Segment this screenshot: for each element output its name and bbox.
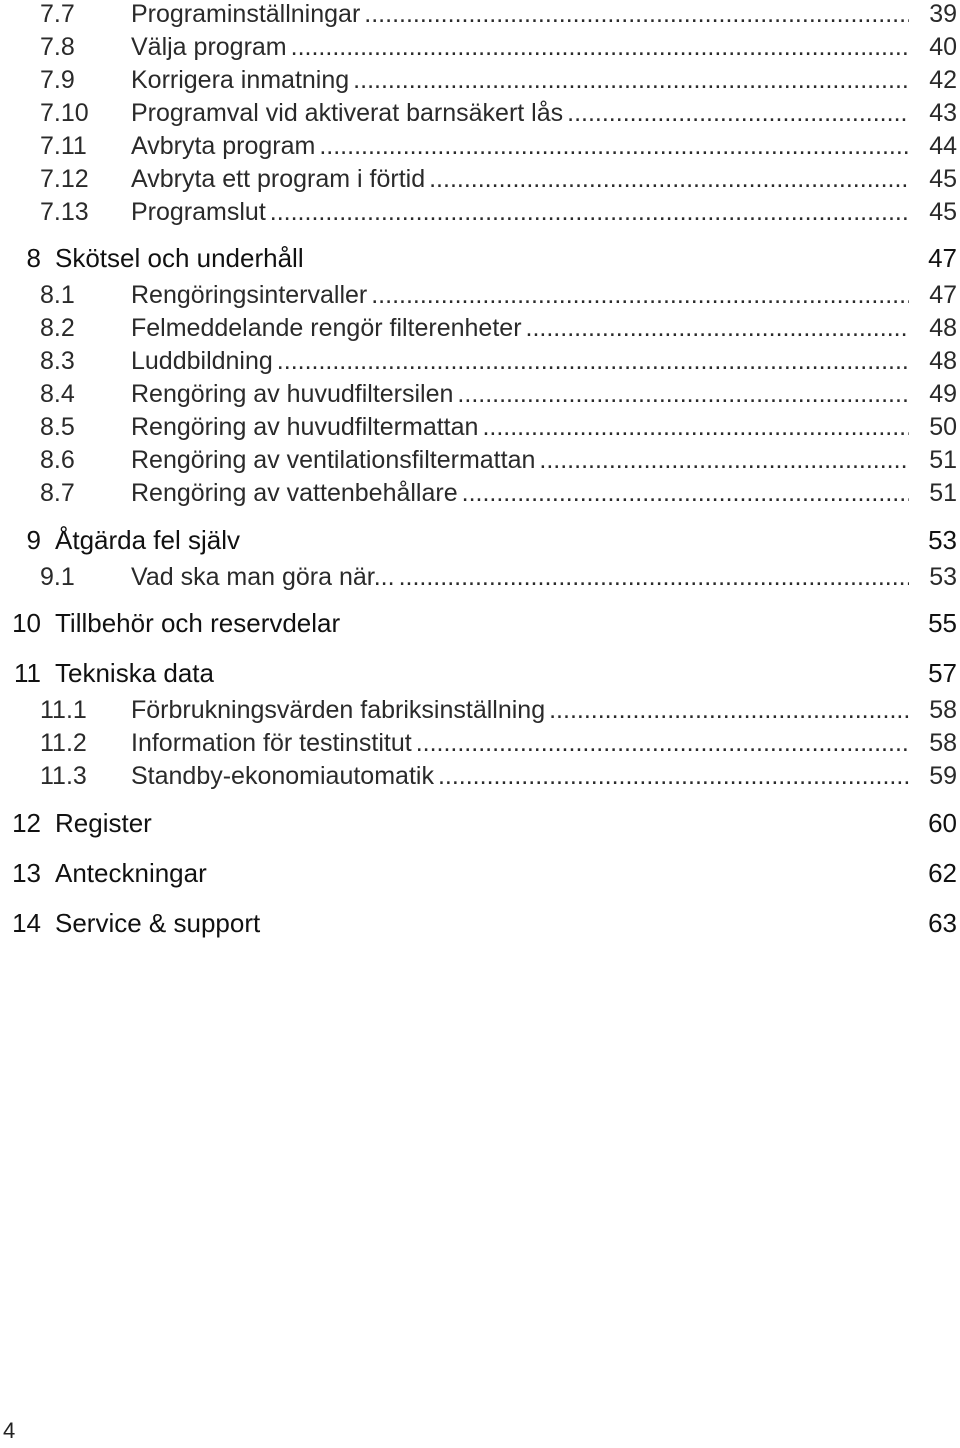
toc-entry-page: 40: [929, 33, 957, 61]
dot-leader: [482, 413, 909, 442]
toc-entry-page: 58: [929, 696, 957, 724]
toc-entry-number: 8.7: [40, 479, 75, 507]
toc-entry-title: Felmeddelande rengör filterenheter: [131, 314, 522, 342]
toc-entry[interactable]: [0, 729, 960, 758]
toc-chapter-number: 14: [12, 908, 41, 938]
toc-entry-title: Välja program: [131, 33, 287, 61]
toc-entry-number: 11.2: [40, 729, 87, 757]
toc-entry-page: 45: [929, 165, 957, 193]
toc-entry-page: 43: [929, 99, 957, 127]
toc-entry[interactable]: [0, 165, 960, 194]
toc-chapter-number: 12: [12, 808, 41, 838]
toc-entry[interactable]: [0, 479, 960, 508]
toc-chapter-page: 47: [928, 243, 957, 273]
toc-entry-title: Korrigera inmatning: [131, 66, 350, 94]
toc-chapter[interactable]: [0, 525, 960, 556]
toc-chapter[interactable]: [0, 608, 960, 639]
toc-entry-page: 51: [929, 479, 957, 507]
dot-leader: [270, 198, 909, 227]
toc-entry[interactable]: [0, 380, 960, 409]
toc-entry-page: 48: [929, 347, 957, 375]
toc-chapter-title: Tillbehör och reservdelar: [55, 608, 341, 638]
toc-entry[interactable]: [0, 281, 960, 310]
dot-leader: [291, 33, 909, 62]
toc-chapter[interactable]: [0, 658, 960, 689]
toc-chapter-title: Anteckningar: [55, 858, 207, 888]
toc-entry-title: Avbryta program: [131, 132, 316, 160]
toc-entry-page: 47: [929, 281, 957, 309]
toc-entry-page: 58: [929, 729, 957, 757]
toc-entry-page: 49: [929, 380, 957, 408]
toc-entry-title: Avbryta ett program i förtid: [131, 165, 426, 193]
toc-chapter-number: 13: [12, 858, 41, 888]
toc-entry-number: 9.1: [40, 563, 75, 591]
toc-entry-title: Information för testinstitut: [131, 729, 412, 757]
toc-entry-title: Rengöringsintervaller: [131, 281, 368, 309]
toc-chapter-title: Tekniska data: [55, 658, 214, 688]
toc-chapter-page: 53: [928, 525, 957, 555]
dot-leader: [353, 66, 909, 95]
toc-entry-number: 8.5: [40, 413, 75, 441]
toc-entry[interactable]: [0, 99, 960, 128]
toc-entry-title: Rengöring av huvudfiltermattan: [131, 413, 479, 441]
toc-entry-number: 11.1: [40, 696, 87, 724]
dot-leader: [429, 165, 909, 194]
toc-entry-number: 7.8: [40, 33, 75, 61]
toc-entry-title: Programinställningar: [131, 0, 361, 28]
toc-entry[interactable]: [0, 762, 960, 791]
toc-chapter[interactable]: [0, 808, 960, 839]
toc-entry[interactable]: [0, 314, 960, 343]
dot-leader: [526, 314, 909, 343]
toc-entry-number: 7.10: [40, 99, 89, 127]
toc-chapter-number: 10: [12, 608, 41, 638]
toc-entry-number: 8.3: [40, 347, 75, 375]
toc-entry[interactable]: [0, 0, 960, 29]
toc-chapter-number: 11: [14, 658, 41, 688]
toc-chapter-number: 9: [26, 525, 41, 555]
page-number: 4: [3, 1418, 16, 1443]
dot-leader: [319, 132, 909, 161]
toc-chapter-title: Åtgärda fel själv: [55, 525, 240, 555]
toc-entry[interactable]: [0, 66, 960, 95]
dot-leader: [462, 479, 909, 508]
toc-entry-page: 50: [929, 413, 957, 441]
toc-chapter[interactable]: [0, 858, 960, 889]
toc-entry-number: 8.2: [40, 314, 75, 342]
toc-entry[interactable]: [0, 446, 960, 475]
toc-entry[interactable]: [0, 198, 960, 227]
toc-entry-page: 51: [929, 446, 957, 474]
dot-leader: [438, 762, 909, 791]
toc-entry-page: 53: [929, 563, 957, 591]
toc-entry-title: Förbrukningsvärden fabriksinställning: [131, 696, 546, 724]
toc-entry-page: 48: [929, 314, 957, 342]
toc-entry-number: 7.7: [40, 0, 75, 28]
toc-chapter-number: 8: [26, 243, 41, 273]
dot-leader: [399, 563, 909, 592]
dot-leader: [457, 380, 909, 409]
toc-chapter[interactable]: [0, 908, 960, 939]
toc-entry-page: 59: [929, 762, 957, 790]
toc-chapter-title: Service & support: [55, 908, 261, 938]
toc-entry[interactable]: [0, 563, 960, 592]
toc-entry-title: Luddbildning: [131, 347, 273, 375]
toc-chapter[interactable]: [0, 243, 960, 274]
dot-leader: [371, 281, 909, 310]
toc-entry[interactable]: [0, 132, 960, 161]
toc-chapter-title: Skötsel och underhåll: [55, 243, 304, 273]
toc-entry-number: 7.13: [40, 198, 89, 226]
toc-entry-number: 8.6: [40, 446, 75, 474]
toc-entry-number: 8.4: [40, 380, 75, 408]
toc-chapter-page: 55: [928, 608, 957, 638]
toc-entry-page: 44: [929, 132, 957, 160]
dot-leader: [567, 99, 909, 128]
toc-chapter-page: 62: [928, 858, 957, 888]
toc-entry-title: Vad ska man göra när...: [131, 563, 395, 591]
toc-entry-page: 42: [929, 66, 957, 94]
toc-entry-title: Standby-ekonomiautomatik: [131, 762, 434, 790]
toc-entry-number: 7.12: [40, 165, 89, 193]
toc-entry-number: 7.11: [40, 132, 87, 160]
dot-leader: [539, 446, 909, 475]
dot-leader: [549, 696, 909, 725]
toc-entry[interactable]: [0, 33, 960, 62]
toc-entry-number: 7.9: [40, 66, 75, 94]
toc-chapter-title: Register: [55, 808, 152, 838]
toc-chapter-page: 63: [928, 908, 957, 938]
toc-entry-page: 45: [929, 198, 957, 226]
toc-entry-title: Programval vid aktiverat barnsäkert lås: [131, 99, 564, 127]
toc-entry-title: Rengöring av ventilationsfiltermattan: [131, 446, 536, 474]
toc-entry-page: 39: [929, 0, 957, 28]
toc-entry-title: Programslut: [131, 198, 266, 226]
toc-entry-number: 11.3: [40, 762, 87, 790]
toc-entry-title: Rengöring av vattenbehållare: [131, 479, 458, 507]
toc-chapter-page: 57: [928, 658, 957, 688]
toc-entry[interactable]: [0, 696, 960, 725]
dot-leader: [364, 0, 909, 29]
toc-entry[interactable]: [0, 347, 960, 376]
toc-entry[interactable]: [0, 413, 960, 442]
dot-leader: [277, 347, 909, 376]
toc-chapter-page: 60: [928, 808, 957, 838]
toc-entry-title: Rengöring av huvudfiltersilen: [131, 380, 454, 408]
toc-entry-number: 8.1: [40, 281, 75, 309]
dot-leader: [416, 729, 909, 758]
